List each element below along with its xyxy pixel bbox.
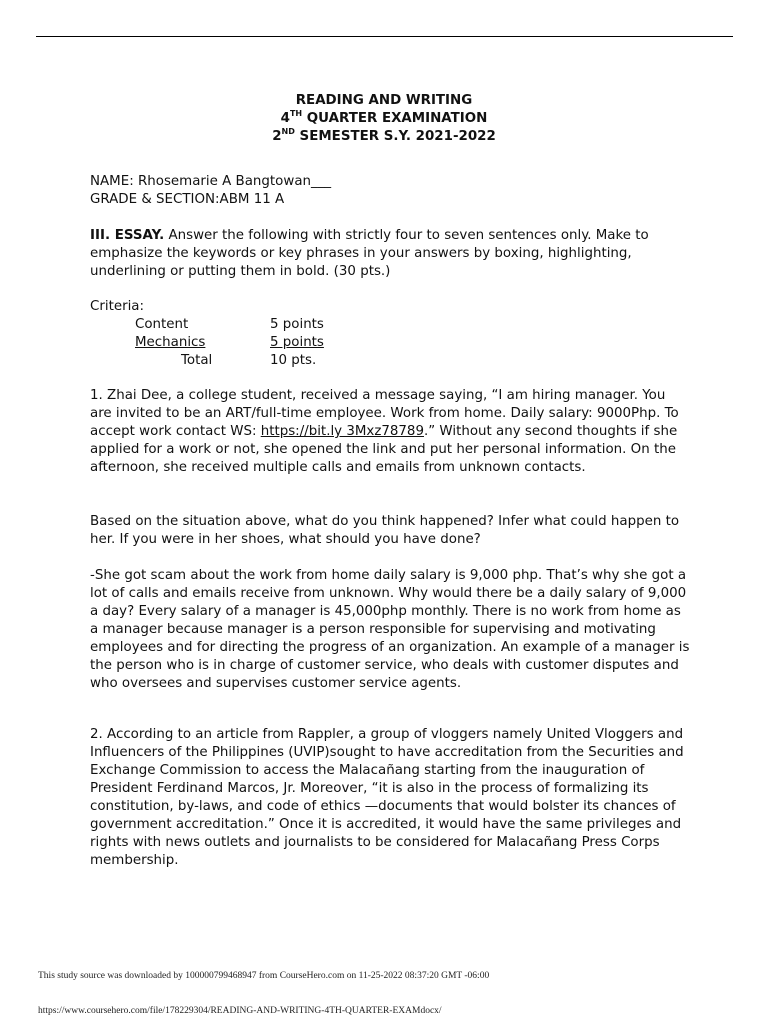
criteria-block (90, 298, 690, 370)
instructions-text: Answer the following with strictly four to seven sentences only. Make to emphasize the keywords or key phrases in your answers by boxing, highlighting, underlining or putting them in bold. (30 pts.) (90, 228, 649, 279)
scam-link[interactable]: https://bit.ly 3Mxz78789 (260, 424, 424, 439)
criteria-points: 5 points (270, 335, 324, 350)
criteria-label: Content (135, 317, 189, 332)
question-1 (90, 387, 690, 477)
criteria-label: Mechanics (135, 335, 206, 350)
section-label: III. ESSAY. (90, 228, 165, 243)
semester-title (0, 128, 768, 146)
semester-number: 2 (272, 129, 282, 144)
quarter-text: QUARTER EXAMINATION (302, 111, 488, 126)
semester-text: SEMESTER S.Y. 2021-2022 (294, 129, 496, 144)
criteria-total-points: 10 pts. (270, 353, 317, 368)
top-rule (36, 36, 733, 37)
download-notice: This study source was downloaded by 100000799468947 from CourseHero.com on 11-25-2022 08:37:20 GMT -06:00 (38, 971, 490, 981)
answer-1 (90, 567, 690, 693)
criteria-row (90, 334, 690, 352)
instructions (90, 227, 690, 281)
criteria-total-row (90, 352, 690, 370)
criteria-points: 5 points (270, 317, 324, 332)
source-url[interactable]: https://www.coursehero.com/file/178229304/READING-AND-WRITING-4TH-QUARTER-EXAMdocx/ (38, 1006, 442, 1016)
question-1-text-a: 1. Zhai Dee, a college student, received a message saying, “I am hiring manager. You are invited to be an ART/full-time employee. Work from home. Daily salary: 9000Php. To accept work contact WS: (90, 388, 679, 439)
grade-section: GRADE & SECTION:ABM 11 A (90, 192, 285, 207)
criteria-title: Criteria: (90, 299, 145, 314)
criteria-total-label: Total (181, 353, 213, 368)
answer-text: -She got scam about the work from home daily salary is 9,000 php. That’s why she got a lot of calls and emails receive from unknown. Why would there be a daily salary of 9,000 a day? Every salary of a manager is 45,000php monthly. There is no work from home as a manager because manager is a person responsible for supervising and motivating employees and for directing the progress of an organization. An example of a manager is the person who is in charge of customer service, who deals with customer disputes and who oversees and supervises customer service agents. (90, 568, 690, 691)
question-2 (90, 726, 690, 870)
student-name: NAME: Rhosemarie A Bangtowan___ (90, 174, 332, 189)
question-1-text-b: .” Without any second thoughts if she applied for a work or not, she opened the link and put her personal information. On the afternoon, she received multiple calls and emails from unknown contacts. (90, 424, 678, 475)
question-1-prompt (90, 513, 690, 549)
quarter-number: 4 (280, 111, 290, 126)
prompt-text: Based on the situation above, what do you think happened? Infer what could happen to her. If you were in her shoes, what should you have done? (90, 514, 680, 547)
exam-header (0, 92, 768, 146)
quarter-suffix: TH (289, 108, 303, 118)
question-2-text: 2. According to an article from Rappler, a group of vloggers namely United Vloggers and Influencers of the Philippines (UVIP)sought to have accreditation from the Securities and Exchange Commission to access the Malacañang starting from the inauguration of President Ferdinand Marcos, Jr. Moreover, “it is also in the process of formalizing its constitution, by-laws, and code of ethics —documents that would bolster its chances of government accreditation.” Once it is accredited, it would have the same privileges and rights with news outlets and journalists to be considered for Malacañang Press Corps membership. (90, 727, 684, 868)
student-info (90, 173, 690, 209)
subject-title: READING AND WRITING (295, 93, 473, 108)
quarter-title (0, 110, 768, 128)
criteria-row (90, 316, 690, 334)
semester-suffix: ND (281, 126, 295, 136)
